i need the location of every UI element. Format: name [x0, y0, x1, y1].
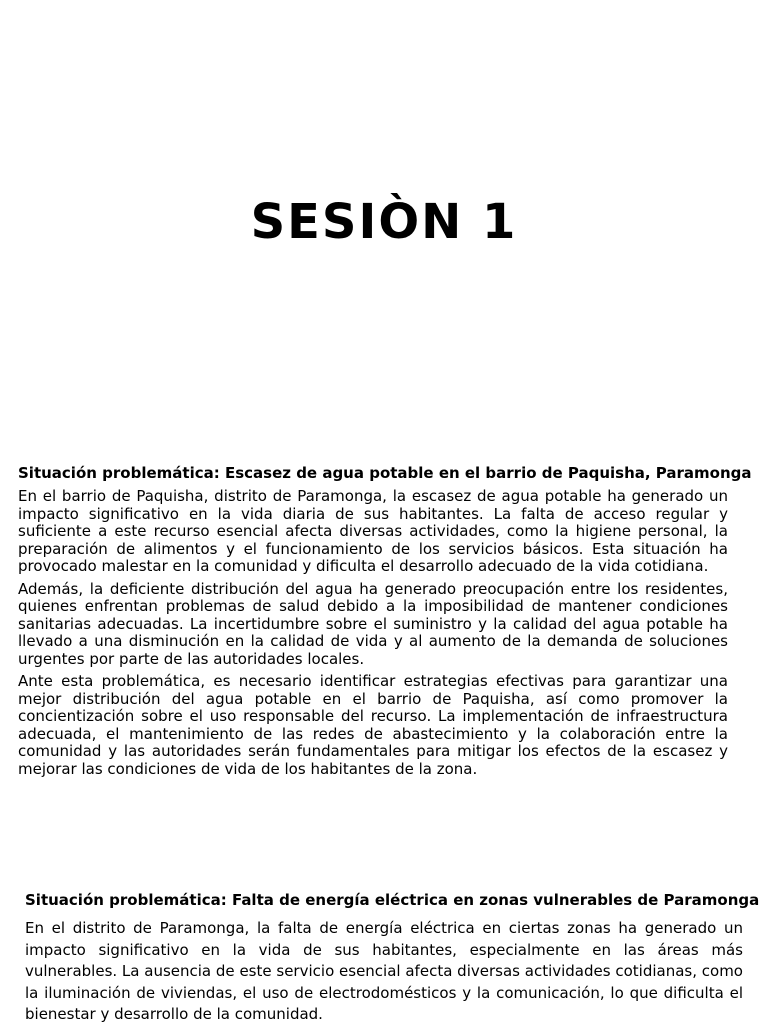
section-water-scarcity	[18, 463, 752, 783]
paragraph: Ante esta problemática, es necesario identificar estrategias efectivas para garantizar una mejor distribución del agua potable en el barrio de Paquisha, así como promover la concientización sobre el uso responsable del recurso. La implementación de infraestructura adecuada, el mantenimiento de las redes de abastecimiento y la colaboración entre la comunidad y las autoridades serán fundamentales para mitigar los efectos de la escasez y mejorar las condiciones de vida de los habitantes de la zona.	[18, 672, 728, 778]
paragraph: Además, la deficiente distribución del agua ha generado preocupación entre los residentes, quienes enfrentan problemas de salud debido a la imposibilidad de mantener condiciones sanitarias adecuadas. La incertidumbre sobre el suministro y la calidad del agua potable ha llevado a una disminución en la calidad de vida y al aumento de la demanda de soluciones urgentes por parte de las autoridades locales.	[18, 579, 728, 668]
section-heading: Situación problemática: Escasez de agua potable en el barrio de Paquisha, Paramonga	[18, 464, 752, 482]
page-title: SESIÒN 1	[250, 194, 518, 250]
section-heading: Situación problemática: Falta de energía eléctrica en zonas vulnerables de Paramonga	[25, 891, 760, 909]
section-power-outage	[25, 890, 760, 1026]
paragraph: En el distrito de Paramonga, la falta de energía eléctrica en ciertas zonas ha generado un impacto significativo en la vida de sus habitantes, especialmente en las áreas más vulnerables. La ausencia de este servicio esencial afecta diversas actividades cotidianas, como la iluminación de viviendas, el uso de electrodomésticos y la comunicación, lo que dificulta el bienestar y desarrollo de la comunidad.	[25, 919, 743, 1023]
paragraph: En el barrio de Paquisha, distrito de Paramonga, la escasez de agua potable ha generado un impacto significativo en la vida diaria de sus habitantes. La falta de acceso regular y suficiente a este recurso esencial afecta diversas actividades, como la higiene personal, la preparación de alimentos y el funcionamiento de los servicios básicos. Esta situación ha provocado malestar en la comunidad y dificulta el desarrollo adecuado de la vida cotidiana.	[18, 487, 728, 575]
